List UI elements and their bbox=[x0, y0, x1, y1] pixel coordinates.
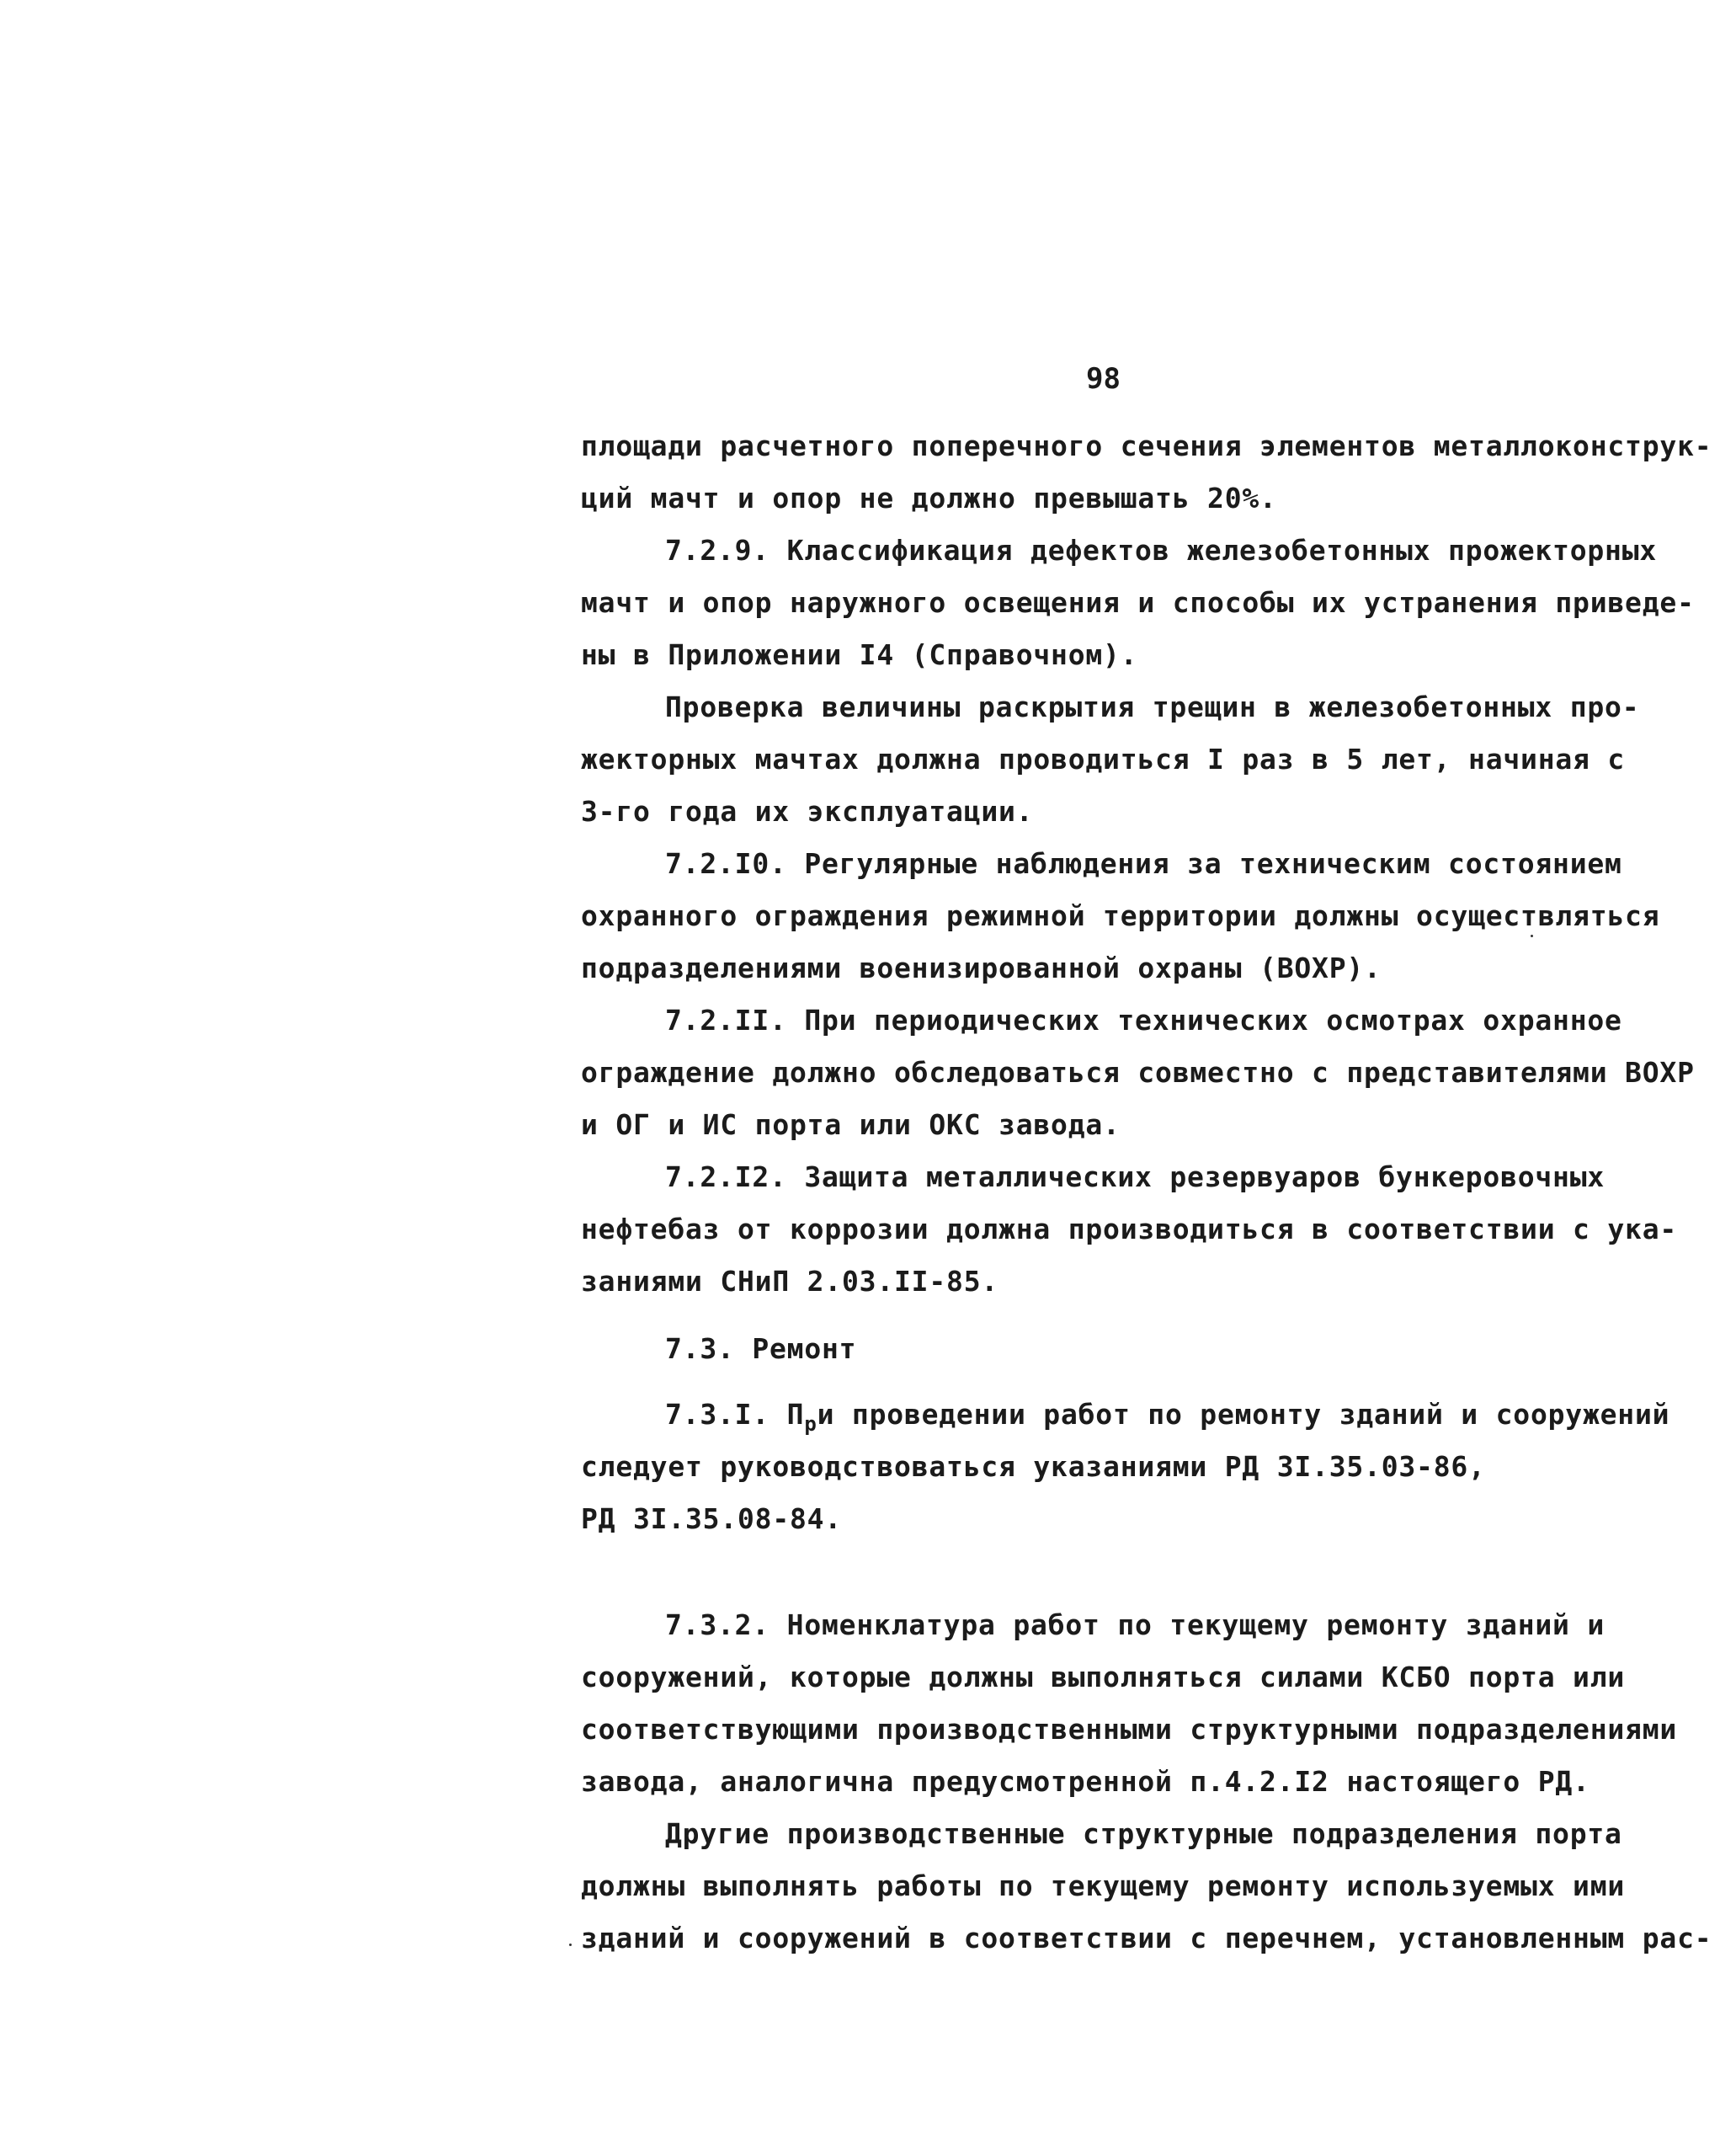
paragraph-7-2-10-line-2: охранного ограждения режимной территории должны осуществляться bbox=[581, 899, 1660, 932]
scan-speck bbox=[569, 1944, 572, 1946]
paragraph-7-2-9-line-1: 7.2.9. Классификация дефектов железобетонных прожекторных bbox=[665, 534, 1658, 567]
page-number: 98 bbox=[1086, 362, 1121, 396]
paragraph-7-3-1-subscript: р bbox=[804, 1412, 817, 1436]
text-line-1: площади расчетного поперечного сечения элементов металлоконструк- bbox=[581, 429, 1712, 462]
paragraph-7-3-1-line-1 bbox=[665, 1398, 1669, 1434]
paragraph-crack-check-line-2: жекторных мачтах должна проводиться I раз в 5 лет, начиная с bbox=[581, 743, 1626, 776]
paragraph-7-2-12-line-2: нефтебаз от коррозии должна производиться в соответствии с ука- bbox=[581, 1213, 1678, 1245]
paragraph-7-2-11-line-3: и ОГ и ИС порта или ОКС завода. bbox=[581, 1108, 1121, 1141]
scan-speck bbox=[1531, 935, 1533, 937]
paragraph-7-2-10-line-1: 7.2.I0. Регулярные наблюдения за техническим состоянием bbox=[665, 847, 1622, 880]
paragraph-7-2-10-line-3: подразделениями военизированной охраны (ВОХР). bbox=[581, 952, 1382, 984]
paragraph-7-3-1-rest: и проведении работ по ремонту зданий и сооружений bbox=[817, 1398, 1670, 1431]
paragraph-7-2-9-line-3: ны в Приложении I4 (Справочном). bbox=[581, 638, 1138, 671]
paragraph-other-units-line-2: должны выполнять работы по текущему ремонту используемых ими bbox=[581, 1869, 1626, 1902]
paragraph-crack-check-line-3: 3-го года их эксплуатации. bbox=[581, 795, 1034, 828]
paragraph-7-2-11-line-1: 7.2.II. При периодических технических осмотрах охранное bbox=[665, 1004, 1622, 1037]
paragraph-7-3-2-line-1: 7.3.2. Номенклатура работ по текущему ремонту зданий и bbox=[665, 1608, 1606, 1641]
paragraph-7-2-12-line-1: 7.2.I2. Защита металлических резервуаров бункеровочных bbox=[665, 1160, 1606, 1193]
paragraph-7-3-2-line-3: соответствующими производственными структурными подразделениями bbox=[581, 1713, 1678, 1746]
paragraph-7-3-1-prefix: 7.3.I. П bbox=[665, 1398, 805, 1431]
paragraph-7-3-1-line-2: следует руководствоваться указаниями РД 3I.35.03-86, bbox=[581, 1450, 1486, 1483]
text-line-2: ций мачт и опор не должно превышать 20%. bbox=[581, 482, 1277, 515]
paragraph-other-units-line-3: зданий и сооружений в соответствии с перечнем, установленным рас- bbox=[581, 1922, 1712, 1954]
section-heading-7-3: 7.3. Ремонт bbox=[665, 1332, 857, 1365]
paragraph-7-2-11-line-2: ограждение должно обследоваться совместно с представителями ВОХР bbox=[581, 1056, 1695, 1089]
paragraph-7-2-9-line-2: мачт и опор наружного освещения и способы их устранения приведе- bbox=[581, 586, 1695, 619]
paragraph-7-3-2-line-4: завода, аналогична предусмотренной п.4.2.I2 настоящего РД. bbox=[581, 1765, 1590, 1798]
paragraph-crack-check-line-1: Проверка величины раскрытия трещин в железобетонных про- bbox=[665, 691, 1640, 723]
paragraph-7-2-12-line-3: заниями СНиП 2.03.II-85. bbox=[581, 1265, 999, 1298]
paragraph-other-units-line-1: Другие производственные структурные подразделения порта bbox=[665, 1817, 1622, 1850]
paragraph-7-3-1-line-3: РД 3I.35.08-84. bbox=[581, 1502, 843, 1535]
paragraph-7-3-2-line-2: сооружений, которые должны выполняться силами КСБО порта или bbox=[581, 1661, 1626, 1693]
